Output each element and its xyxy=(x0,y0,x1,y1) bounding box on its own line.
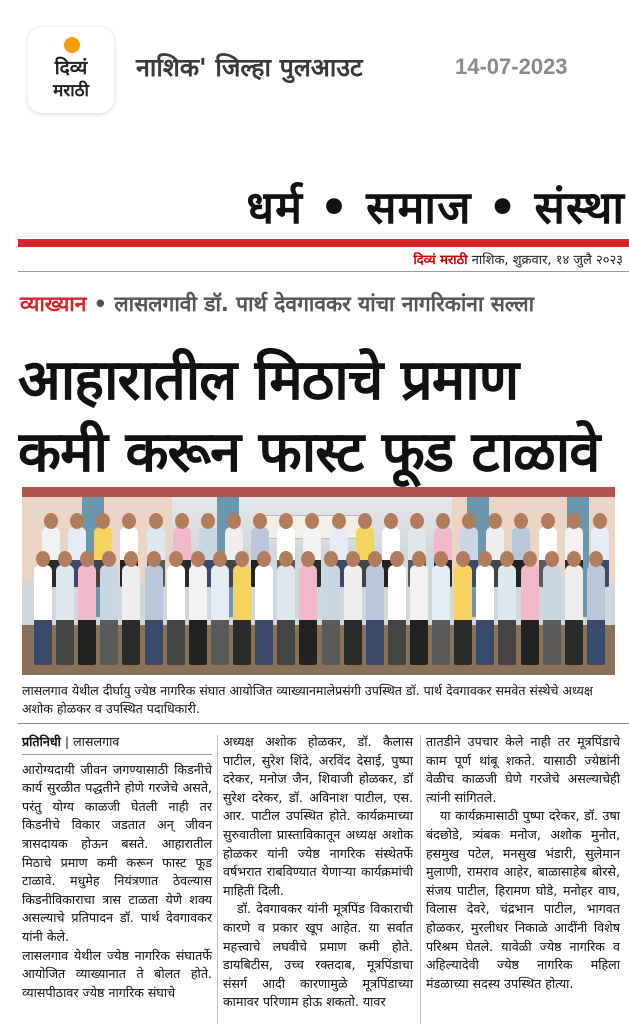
column-3-paragraph-2: या कार्यक्रमासाठी पुष्पा दरेकर, डॉ. उषा बंदछोडे, त्र्यंबक मनोज, अशोक मुनोत, हसमुख पटेल, मनसुख भंडारी, सुलेमान मुलाणी, रामराव आहेर, बाळासाहेब बोरसे, संजय पाटील, हिरामण घोडे, मनोहर वाघ, विलास देवरे, चंद्रभान पाटील, भागवत होळकर, मुरलीधर निकाळे आदींनी विशेष परिश्रम घेतले. यावेळी ज्येष्ठ नागरिक व अहिल्यादेवी ज्येष्ठ नागरिक महिला मंडळाच्या सदस्य उपस्थित होत्या. xyxy=(426,808,620,991)
logo-sun-icon xyxy=(64,37,80,53)
person-head xyxy=(253,513,267,529)
person-figure xyxy=(344,565,362,665)
person-figure xyxy=(34,565,52,665)
group-photo xyxy=(22,487,615,675)
person-head xyxy=(44,513,58,529)
person-figure xyxy=(322,565,340,665)
person-head xyxy=(169,551,183,567)
caption-divider xyxy=(18,723,629,724)
column-divider-2 xyxy=(420,735,421,1024)
kicker xyxy=(20,290,534,318)
person-figure xyxy=(255,565,273,665)
person-figure xyxy=(100,565,118,665)
person-head xyxy=(346,551,360,567)
person-figure xyxy=(167,565,185,665)
person-head xyxy=(589,551,603,567)
headline-line1: आहारातील मिठाचे प्रमाण xyxy=(18,348,519,413)
person-head xyxy=(58,551,72,567)
person-figure xyxy=(565,565,583,665)
logo-text-line2: मराठी xyxy=(53,81,89,101)
byline-place: | लासलगाव xyxy=(60,734,120,749)
dateline-brand: दिव्यं मराठी xyxy=(413,253,468,268)
person-head xyxy=(213,551,227,567)
headline-line2: कमी करून फास्ट फूड टाळावे xyxy=(18,420,600,485)
person-head xyxy=(227,513,241,529)
person-head xyxy=(358,513,372,529)
person-head xyxy=(567,551,581,567)
person-head xyxy=(324,551,338,567)
dateline-text: नाशिक, शुक्रवार, १४ जुलै २०२३ xyxy=(467,253,623,268)
byline-label: प्रतिनिधी xyxy=(22,734,61,749)
person-head xyxy=(332,513,346,529)
person-figure xyxy=(587,565,605,665)
person-head xyxy=(147,551,161,567)
person-figure xyxy=(299,565,317,665)
person-figure xyxy=(432,565,450,665)
person-head xyxy=(36,551,50,567)
column-2-paragraph-2: डॉ. देवगावकर यांनी मूत्रपिंड विकाराची कारणे व प्रकार खूप आहेत. या सर्वात महत्त्वाचे लघवीचे प्रमाण कमी होते. डायबिटीस, उच्च रक्तदाब, मूत्रपिंडाचा संसर्ग आदी कारणामुळे मूत्रपिंडाच्या कामावर परिणाम होऊ शकतो. यावर xyxy=(223,901,413,1010)
article-column-3 xyxy=(426,733,620,993)
headline xyxy=(18,345,629,489)
person-figure xyxy=(388,565,406,665)
article-column-2 xyxy=(223,733,413,1012)
app-header xyxy=(0,0,629,150)
person-head xyxy=(412,551,426,567)
person-figure xyxy=(78,565,96,665)
person-head xyxy=(384,513,398,529)
person-head xyxy=(434,551,448,567)
person-head xyxy=(390,551,404,567)
byline xyxy=(22,733,212,755)
person-figure xyxy=(211,565,229,665)
column-divider-1 xyxy=(217,735,218,1024)
person-figure xyxy=(454,565,472,665)
person-head xyxy=(175,513,189,529)
person-head xyxy=(541,513,555,529)
red-divider xyxy=(18,239,629,247)
person-head xyxy=(235,551,249,567)
person-figure xyxy=(277,565,295,665)
person-figure xyxy=(56,565,74,665)
person-head xyxy=(523,551,537,567)
article-column-1 xyxy=(22,733,212,1002)
edition-date: 14-07-2023 xyxy=(455,54,568,79)
person-figure xyxy=(366,565,384,665)
edition-title: नाशिक' जिल्हा पुलआउट xyxy=(136,53,363,82)
person-head xyxy=(368,551,382,567)
dateline-divider xyxy=(18,271,629,272)
person-head xyxy=(201,513,215,529)
newspaper-clipping[interactable] xyxy=(18,150,629,1024)
photo-caption: लासलगाव येथील दीर्घायु ज्येष्ठ नागरिक संघात आयोजित व्याख्यानमालेप्रसंगी उपस्थित डॉ. पार्थ देवगावकर समवेत संस्थेचे अध्यक्ष अशोक होळकर व उपस्थित पदाधिकारी. xyxy=(22,683,593,716)
column-1-paragraph-2: लासलगाव येथील ज्येष्ठ नागरिक संघातर्फे आयोजित व्याख्यानात ते बोलत होते. व्यासपीठावर ज्येष्ठ नागरिक संघाचे xyxy=(22,947,212,1000)
column-2-paragraph-1: अध्यक्ष अशोक होळकर, डॉ. कैलास पाटील, सुरेश शिंदे, अरविंद देसाई, पुष्पा दरेकर, मनोज जैन, शिवाजी होळकर, डॉ सुरेश दरेकर, डॉ. अविनाश पाटील, एस. आर. पाटील उपस्थित होते. कार्यक्रमाच्या सुरुवातीला प्रास्ताविकातून अध्यक्ष अशोक होळकर यांनी ज्येष्ठ नागरिक संस्थेतर्फे वर्षभरात राबविण्यात येणाऱ्या कार्यक्रमांची माहिती दिली. xyxy=(223,734,413,898)
person-figure xyxy=(189,565,207,665)
person-head xyxy=(593,513,607,529)
dateline xyxy=(413,250,623,268)
person-figure xyxy=(543,565,561,665)
person-head xyxy=(410,513,424,529)
person-head xyxy=(149,513,163,529)
kicker-text: • लासलगावी डॉ. पार्थ देवगावकर यांचा नागरिकांना सल्ला xyxy=(86,292,535,316)
person-figure xyxy=(410,565,428,665)
person-head xyxy=(436,513,450,529)
person-figure xyxy=(233,565,251,665)
person-head xyxy=(567,513,581,529)
person-figure xyxy=(521,565,539,665)
person-head xyxy=(545,551,559,567)
divya-marathi-logo[interactable] xyxy=(28,27,114,113)
kicker-label: व्याख्यान xyxy=(20,292,87,316)
person-figure xyxy=(122,565,140,665)
person-figure xyxy=(498,565,516,665)
column-1-paragraph-1: आरोग्यदायी जीवन जगण्यासाठी किडनीचे कार्य सुरळीत पद्धतीने होणे गरजेचे असते, परंतु योग्य काळजी घेतली नाही तर किडनीचे विकार जडतात अन् जीवन त्रासदायक होऊन बसते. आहारातील मिठाचे प्रमाण कमी करून फास्ट फूड टाळावे. मधुमेह नियंत्रणात ठेवल्यास किडनीविकाराचा त्रास टाळता येणे शक्य असल्याचे प्रतिपादन डॉ. पार्थ देवगावकर यांनी केले. xyxy=(22,761,212,944)
column-3-paragraph-1: तातडीने उपचार केले नाही तर मूत्रपिंडाचे काम पूर्ण थांबू शकते. यासाठी ज्येष्ठांनी वेळीच काळजी घेणे गरजेचे असल्याचेही त्यांनी सांगितले. xyxy=(426,734,620,805)
person-head xyxy=(191,551,205,567)
person-figure xyxy=(476,565,494,665)
logo-text-line1: दिव्यं xyxy=(54,57,88,79)
person-figure xyxy=(145,565,163,665)
section-title: धर्म • समाज • संस्था xyxy=(246,181,625,234)
